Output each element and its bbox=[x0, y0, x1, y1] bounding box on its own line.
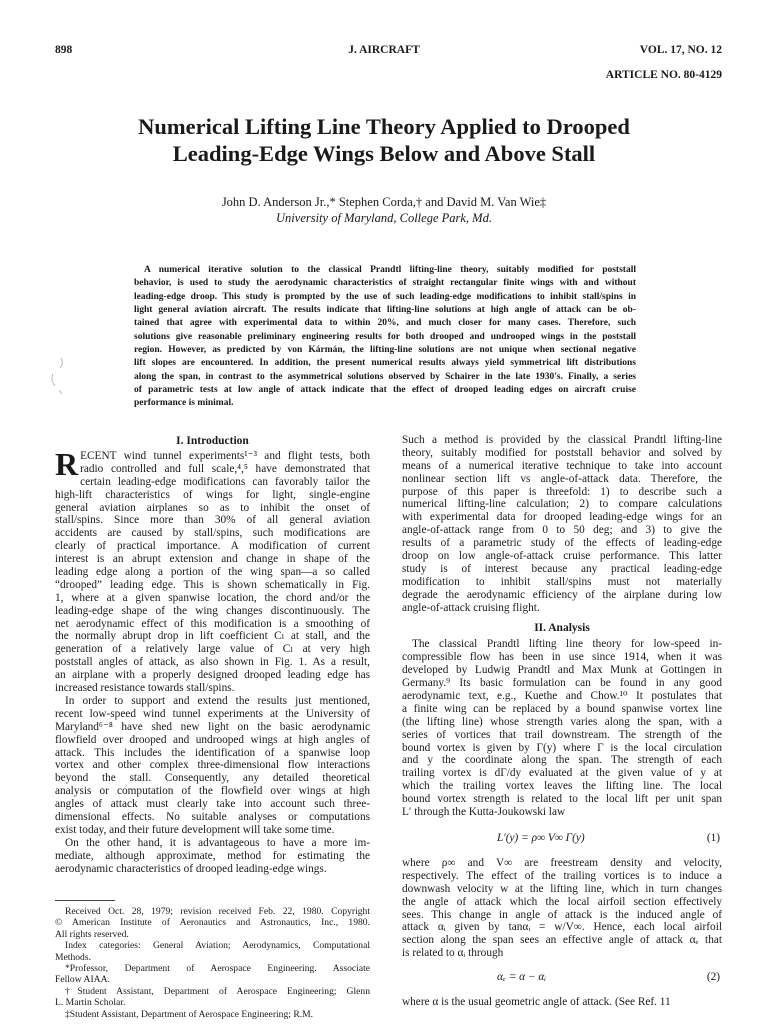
intro-line: clearly of practical importance. A modification of current bbox=[55, 540, 370, 553]
abstract-line: of parametric tests at low angle of attack indicate that the effect of drooped leading edges on aircraft cruise bbox=[134, 384, 636, 395]
analysis-line: bound vortex strength is related to the local lift per unit span bbox=[402, 793, 722, 806]
analysis-line: where ρ∞ and V∞ are freestream density and velocity, bbox=[402, 856, 722, 869]
analysis-line: The classical Prandtl lifting line theory for low-speed in- bbox=[412, 638, 722, 651]
body-line: purpose of this paper is threefold: 1) to describe such a bbox=[402, 485, 722, 498]
analysis-line: bound vortex is given by Γ(y) where Γ is the local circulation bbox=[402, 741, 722, 754]
paper-title bbox=[60, 113, 708, 167]
abstract-line: behavior, is used to study the aerodynamic characteristics of straight rectangular finite wings with and without bbox=[134, 278, 636, 289]
title-line: Leading-Edge Wings Below and Above Stall bbox=[172, 141, 596, 166]
footnotes bbox=[55, 906, 370, 1020]
footnote-line: †Student Assistant, Department of Aerospace Engineering; Glenn bbox=[65, 985, 370, 997]
analysis-line: which the trailing vortex leaves the lifting line. The local bbox=[402, 780, 722, 793]
scan-artifact bbox=[47, 356, 67, 396]
body-line: Such a method is provided by the classical Prandtl lifting-line bbox=[402, 434, 722, 446]
intro-line: vortex and other complex three-dimensional flow interactions bbox=[55, 759, 370, 772]
intro-line: radio controlled and full scale,⁴,⁵ have demonstrated that bbox=[80, 462, 370, 475]
intro-line: aerodynamic characteristics of drooped leading-edge wings. bbox=[55, 862, 327, 875]
body-line: angle-of-attack cruising flight. bbox=[402, 601, 540, 614]
intro-line: recent low-speed wind tunnel experiments at the University of bbox=[55, 707, 370, 720]
intro-line: dimensional effects. No suitable analyses or computations bbox=[55, 810, 370, 823]
intro-line: general aviation airplanes so as to inhibit the onset of bbox=[55, 501, 370, 514]
intro-line: high-lift characteristics of wings for light, single-engine bbox=[55, 488, 370, 501]
body-line: numerical lifting-line calculation; 2) to compare calculations bbox=[402, 498, 722, 511]
body-line: theory, suitably modified for poststall behavior and solved by bbox=[402, 446, 722, 459]
abstract-line: light general aviation aircraft. The results indicate that lifting-line solutions at high angle of attack can be ob- bbox=[134, 304, 636, 315]
intro-line: attack. This includes the identification of a spanwise loop bbox=[55, 746, 370, 759]
intro-line: beyond the stall. Consequently, any detailed theoretical bbox=[55, 772, 370, 785]
footnote-line: *Professor, Department of Aerospace Engineering. Associate bbox=[65, 962, 370, 974]
intro-line: interest is an abrupt extension and change in shape of the bbox=[55, 553, 370, 566]
intro-line: stall/spins. Since more than 30% of all general aviation bbox=[55, 514, 370, 527]
intro-line: increased resistance towards stall/spins. bbox=[55, 682, 235, 695]
abstract-line: along the span, in contrast to the asymmetrical solutions observed by Schairer in the late 1930's. Finally, a series bbox=[134, 371, 636, 382]
intro-line: the normally abrupt drop in lift coefficient Cₗ at stall, and the bbox=[55, 630, 370, 643]
analysis-line: attack αᵢ given by tanαᵢ = w/V∞. Hence, each local airfoil bbox=[402, 921, 722, 934]
equation-2 bbox=[402, 964, 722, 990]
abstract-line: region. However, as predicted by von Kármán, the lifting-line solutions are not unique when sectional negative bbox=[134, 344, 636, 355]
intro-line: angles of attack must clearly take into account such three- bbox=[55, 798, 370, 811]
equation-1-number: (1) bbox=[706, 831, 720, 844]
intro-line: net aerodynamic effect of this modification is a smoothing of bbox=[55, 617, 370, 630]
title-line: Numerical Lifting Line Theory Applied to Drooped bbox=[138, 114, 630, 139]
body-line: study is of interest because any practical leading-edge bbox=[402, 562, 722, 575]
intro-line: mediate, although approximate, method for estimating the bbox=[55, 849, 370, 862]
intro-line: leading edge along a portion of the wing span—a so called bbox=[55, 566, 370, 579]
intro-line: generation of a relatively large value of Cₗ at very high bbox=[55, 643, 370, 656]
equation-1 bbox=[402, 825, 722, 851]
body-line: results of a parametric study of the effects of leading-edge bbox=[402, 537, 722, 550]
footnote-rule bbox=[55, 900, 115, 901]
analysis-line: L′ through the Kutta-Joukowski law bbox=[402, 806, 566, 819]
left-column bbox=[55, 435, 370, 875]
abstract-line: solutions give reasonable preliminary engineering results for both drooped and undrooped wings in the poststall bbox=[134, 331, 636, 342]
intro-line: poststall angles of attack, as also shown in Fig. 1. As a result, bbox=[55, 656, 370, 669]
intro-line: exist today, and their future development will take some time. bbox=[55, 823, 335, 836]
right-column bbox=[402, 434, 722, 1009]
volume-label: VOL. 17, NO. 12 bbox=[639, 44, 722, 56]
analysis-line: section along the span sees an effective angle of attack αₑ that bbox=[402, 934, 722, 947]
journal-name: J. AIRCRAFT bbox=[348, 44, 420, 56]
footnote-line: ‡Student Assistant, Department of Aerospace Engineering; R.M. bbox=[65, 1008, 314, 1020]
analysis-line: a finite wing can be replaced by a bound spanwise vortex line bbox=[402, 702, 722, 715]
equation-2-number: (2) bbox=[706, 971, 720, 984]
intro-line: “drooped” leading edge. This is shown schematically in Fig. bbox=[55, 578, 370, 591]
abstract-line: A numerical iterative solution to the classical Prandtl lifting-line theory, suitably modified for poststall bbox=[144, 265, 636, 275]
footnote-line: Received Oct. 28, 1979; revision received Feb. 22, 1980. Copyright bbox=[65, 906, 370, 917]
analysis-line: Germany.⁹ Its basic formulation can be found in any good bbox=[402, 677, 722, 690]
footnote-line: Index categories: General Aviation; Aerodynamics, Computational bbox=[65, 940, 370, 952]
analysis-line: series of vortices that trail downstream. The strength of the bbox=[402, 728, 722, 741]
analysis-line: developed by Ludwig Prandtl and Max Munk at Gottingen in bbox=[402, 664, 722, 677]
intro-line: 1, where at a given spanwise location, the chord and/or the bbox=[55, 591, 370, 604]
footnote-line: © American Institute of Aeronautics and Astronautics, Inc., 1980. bbox=[55, 917, 370, 929]
footnote-line: All rights reserved. bbox=[55, 928, 129, 940]
analysis-line: aerodynamic text, e.g., Kuethe and Chow.¹⁰ It postulates that bbox=[402, 690, 722, 703]
analysis-line: the angle of attack which the local airfoil section effectively bbox=[402, 895, 722, 908]
intro-line: analysis or computation of the flowfield over wings at high bbox=[55, 785, 370, 798]
body-line: angle-of-attack range from 0 to 50 deg; and 3) to give the bbox=[402, 524, 722, 537]
intro-line: On the other hand, it is advantageous to have a more im- bbox=[65, 836, 370, 849]
body-line: means of a numerical iterative technique to take into account bbox=[402, 459, 722, 472]
article-number: ARTICLE NO. 80-4129 bbox=[605, 69, 722, 81]
affiliation: University of Maryland, College Park, Md. bbox=[276, 211, 492, 225]
analysis-line: downwash velocity w at the lifting line, which in turn changes bbox=[402, 882, 722, 895]
drop-cap: R bbox=[55, 446, 79, 482]
analysis-line: compressible flow has been in use since 1914, when it was bbox=[402, 651, 722, 664]
body-line: with experimental data for drooped leading-edge wings for an bbox=[402, 511, 722, 524]
analysis-line: sees. This change in angle of attack is the induced angle of bbox=[402, 908, 722, 921]
analysis-line: where α is the usual geometric angle of attack. (See Ref. 11 bbox=[402, 996, 671, 1009]
equation-2-body: αₑ = α − αᵢ bbox=[497, 971, 547, 984]
body-line: modification to inhibit stall/spins must not materially bbox=[402, 575, 722, 588]
analysis-line: trailing vortex is dΓ/dy evaluated at the given value of y at bbox=[402, 767, 722, 780]
page-number: 898 bbox=[55, 44, 73, 56]
intro-line: an airplane with a properly designed drooped leading edge has bbox=[55, 669, 370, 682]
body-line: droop on low angle-of-attack cruise performance. This latter bbox=[402, 550, 722, 563]
abstract-line: tained that agree with experimental data to within 20%, and much closer for many cases. Therefore, such bbox=[134, 318, 636, 329]
intro-line: In order to support and extend the results just mentioned, bbox=[65, 694, 370, 707]
intro-line: certain leading-edge modifications can favorably tailor the bbox=[80, 475, 370, 488]
abstract-line: performance is minimal. bbox=[134, 398, 234, 409]
footnote-line: Fellow AIAA. bbox=[55, 974, 110, 986]
intro-line: leading-edge shape of the wing changes discontinuously. The bbox=[55, 604, 370, 617]
footnote-line: L. Martin Scholar. bbox=[55, 997, 126, 1009]
abstract-line: leading-edge droop. This study is prompted by the use of such leading-edge modifications to inhibit stall/spins in bbox=[134, 291, 636, 302]
equation-1-body: L′(y) = ρ∞ V∞ Γ(y) bbox=[497, 831, 585, 844]
section-heading-introduction: I. Introduction bbox=[176, 435, 249, 447]
analysis-line: respectively. The effect of the trailing vortices is to induce a bbox=[402, 869, 722, 882]
body-line: degrade the aerodynamic efficiency of the airplane during low bbox=[402, 588, 722, 601]
body-line: nonlinear section lift vs angle-of-attack data. Therefore, the bbox=[402, 472, 722, 485]
section-heading-analysis: II. Analysis bbox=[534, 622, 590, 635]
analysis-line: is related to αᵢ through bbox=[402, 947, 504, 960]
abstract-line: lift slopes are encountered. In addition, the present numerical results always yield symmetrical lift distributions bbox=[134, 358, 636, 369]
footnote-line: Methods. bbox=[55, 951, 91, 963]
analysis-line: and y the coordinate along the span. The strength of each bbox=[402, 754, 722, 767]
intro-line: flowfield over drooped and undrooped wings at high angles of bbox=[55, 733, 370, 746]
intro-line: ECENT wind tunnel experiments¹⁻³ and flight tests, both bbox=[80, 450, 370, 462]
intro-line: accidents are caused by stall/spins, such modifications are bbox=[55, 527, 370, 540]
authors: John D. Anderson Jr.,* Stephen Corda,† and David M. Van Wie‡ bbox=[221, 195, 547, 209]
analysis-line: (the lifting line) whose strength varies along the span, with a bbox=[402, 715, 722, 728]
intro-line: Maryland⁶⁻⁸ have shed new light on the basic aerodynamic bbox=[55, 720, 370, 733]
abstract bbox=[134, 264, 636, 411]
